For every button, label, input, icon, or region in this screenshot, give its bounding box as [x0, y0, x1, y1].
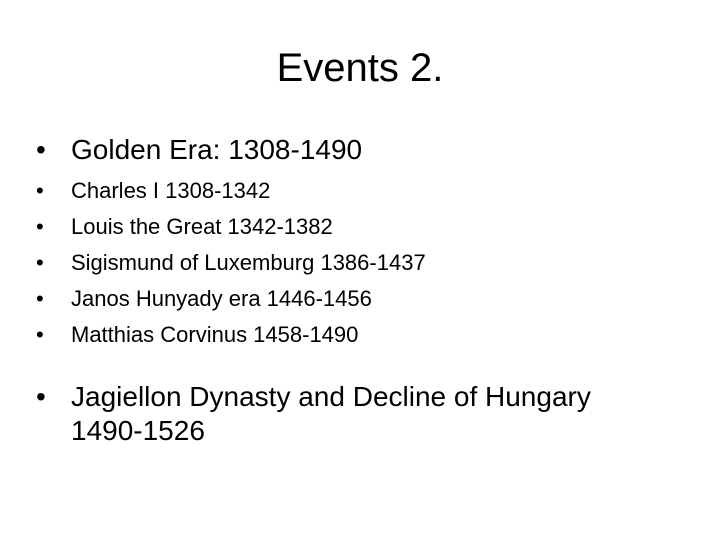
- bullet-marker: •: [36, 178, 44, 203]
- list-item: [36, 286, 426, 322]
- list-item: [36, 214, 426, 250]
- list-item-text: Janos Hunyady era 1446-1456: [71, 286, 372, 311]
- bullet-jagiellon: [36, 380, 591, 448]
- bullet-text-line-2: 1490-1526: [71, 415, 205, 446]
- bullet-marker: •: [36, 214, 44, 239]
- bullet-text: Golden Era: 1308-1490: [71, 134, 363, 165]
- list-item: [36, 322, 426, 358]
- list-item-text: Charles I 1308-1342: [71, 178, 271, 203]
- bullet-marker: •: [36, 286, 44, 311]
- slide-title: Events 2.: [276, 46, 444, 90]
- ruler-list: [36, 178, 426, 358]
- bullet-marker: •: [36, 134, 46, 165]
- bullet-golden-era: [36, 133, 362, 167]
- list-item-text: Matthias Corvinus 1458-1490: [71, 322, 359, 347]
- bullet-marker: •: [36, 322, 44, 347]
- bullet-marker: •: [36, 250, 44, 275]
- bullet-text: [71, 380, 591, 448]
- bullet-marker: •: [36, 381, 46, 412]
- list-item: [36, 250, 426, 286]
- list-item-text: Louis the Great 1342-1382: [71, 214, 333, 239]
- list-item-text: Sigismund of Luxemburg 1386-1437: [71, 250, 426, 275]
- bullet-text-line-1: Jagiellon Dynasty and Decline of Hungary: [71, 381, 591, 412]
- list-item: [36, 178, 426, 214]
